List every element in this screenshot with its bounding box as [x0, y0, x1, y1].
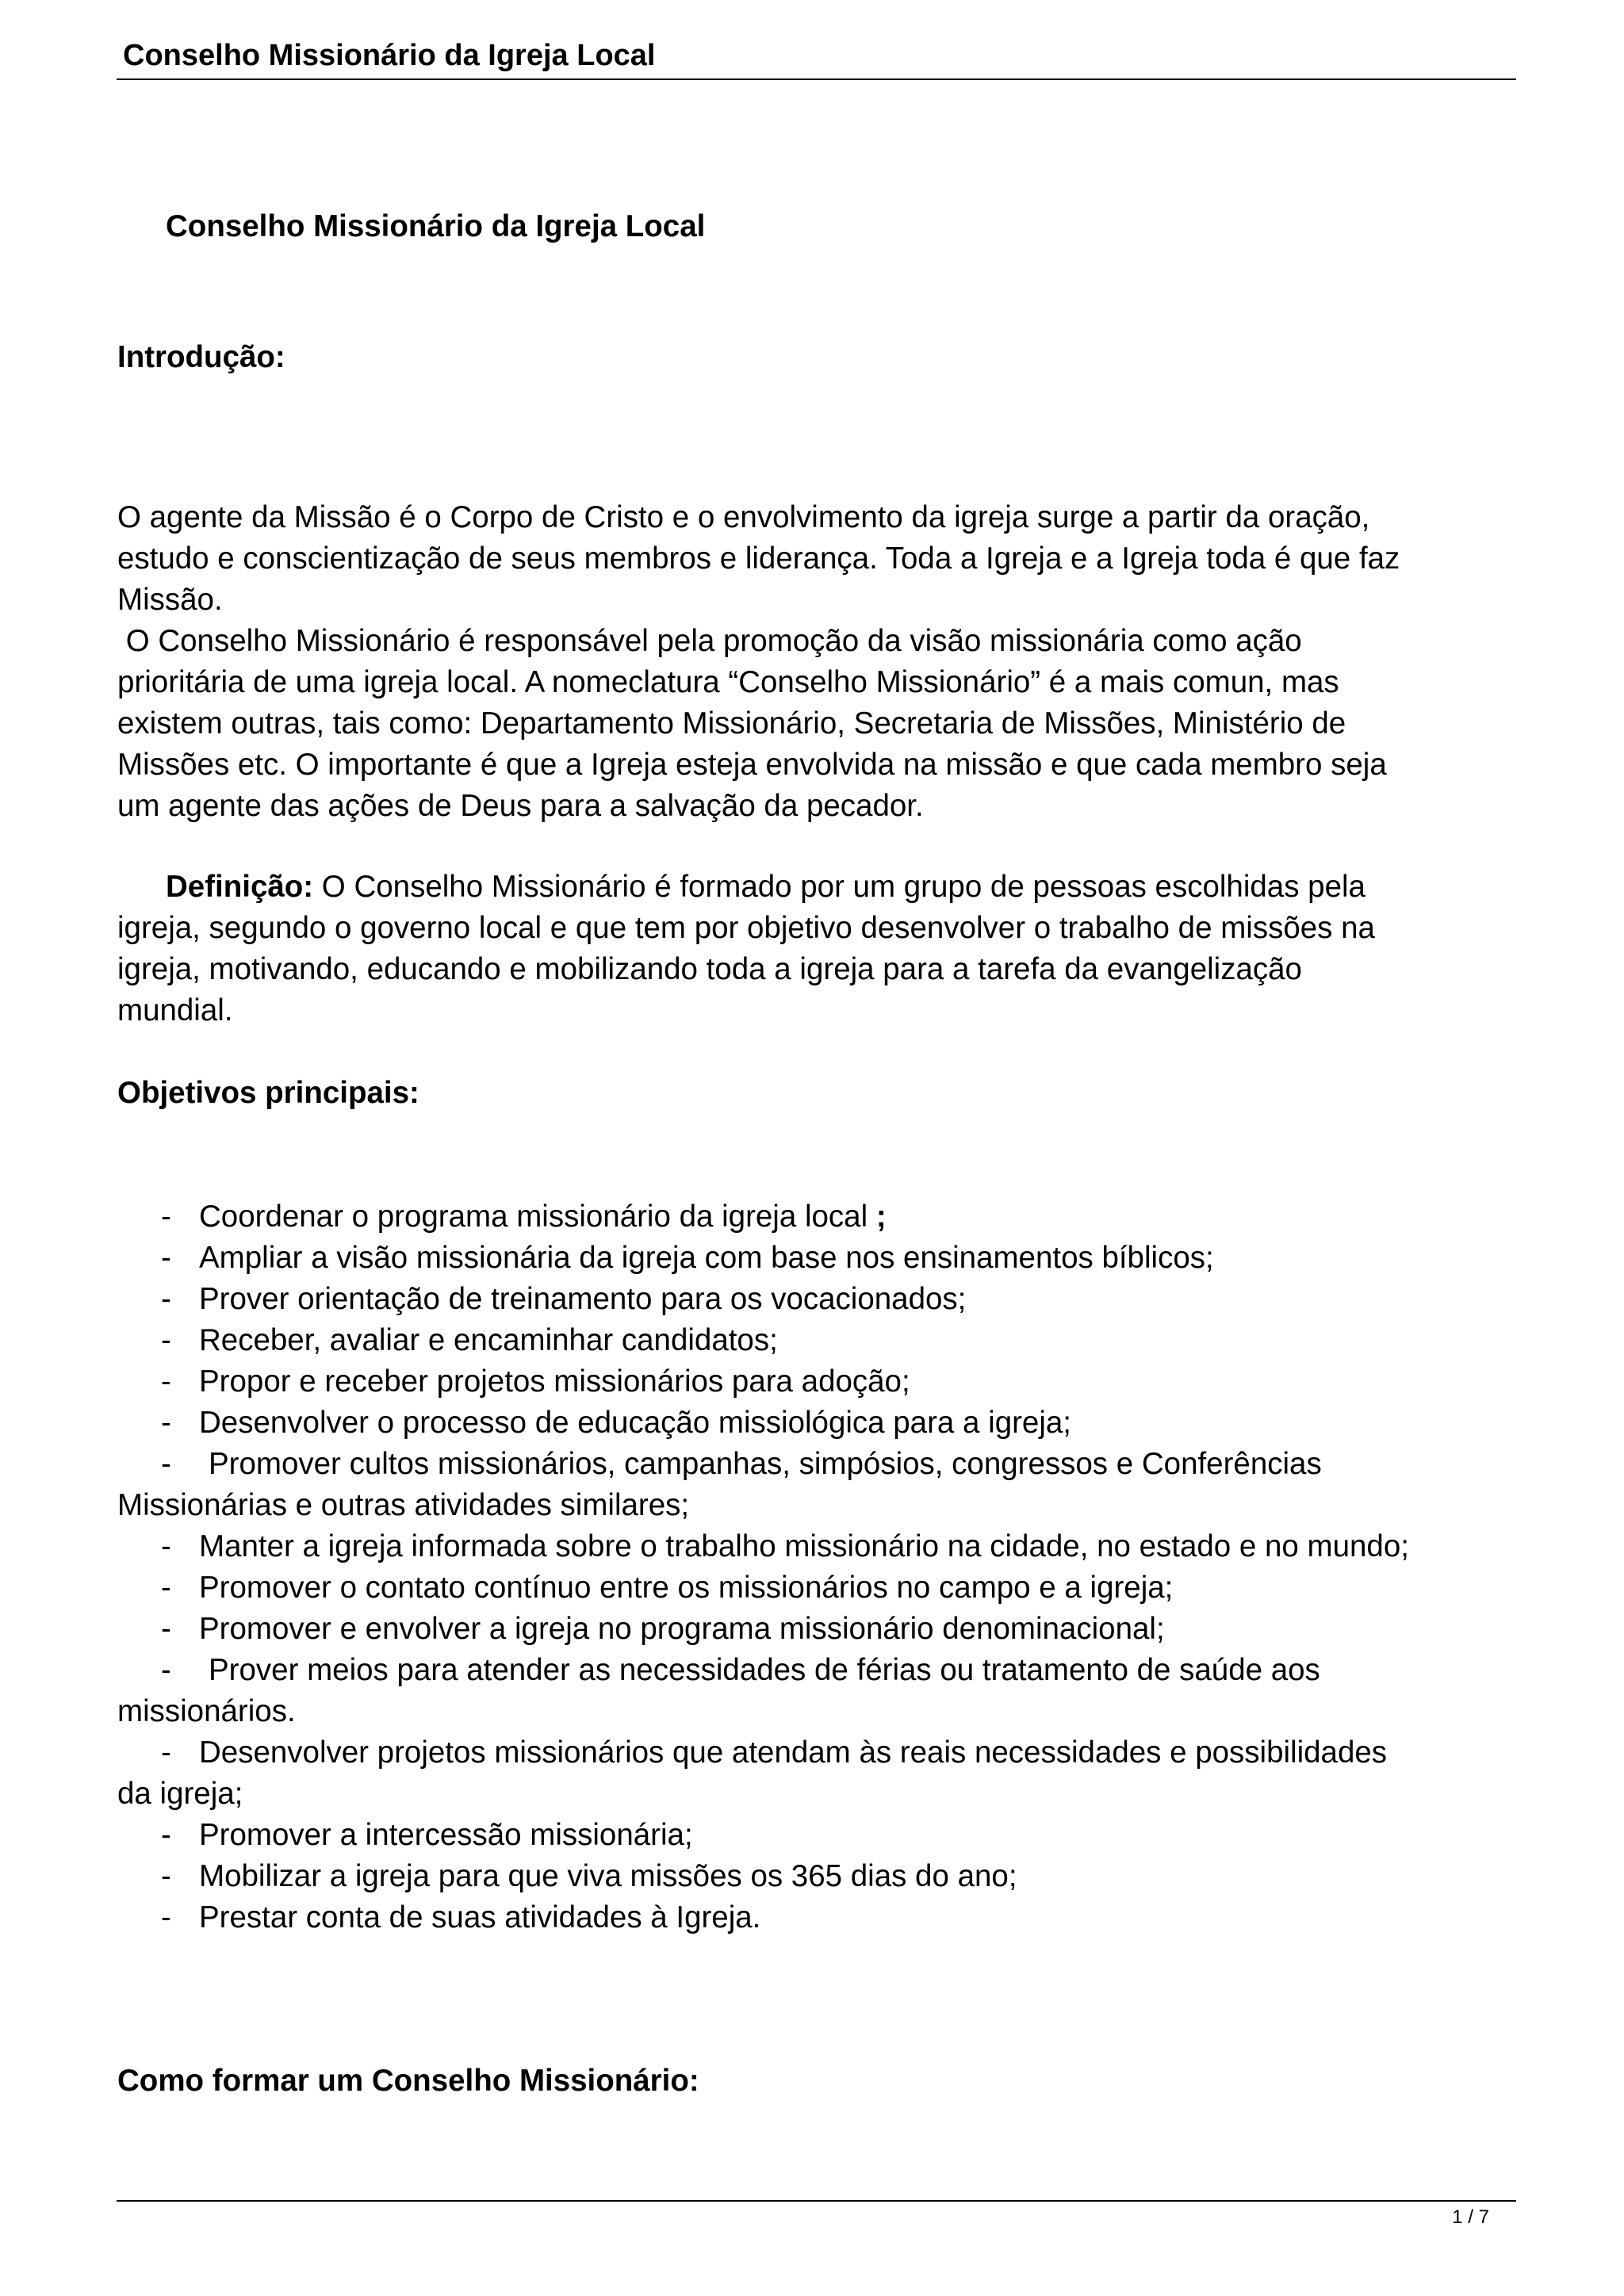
list-item-continuation: da igreja;: [117, 1777, 243, 1811]
list-item: - Coordenar o programa missionário da igreja local ;: [161, 1200, 887, 1234]
definition-line: O Conselho Missionário é formado por um grupo de pessoas escolhidas pela: [313, 870, 1365, 904]
definition-line: mundial.: [117, 993, 233, 1027]
intro-paragraph: [117, 497, 1521, 827]
intro-line: Missão.: [117, 583, 223, 617]
intro-line: Missões etc. O importante é que a Igreja esteja envolvida na missão e que cada membro seja: [117, 748, 1387, 782]
list-item: - Propor e receber projetos missionários para adoção;: [161, 1364, 910, 1399]
intro-line: prioritária de uma igreja local. A nomeclatura “Conselho Missionário” é a mais comun, mas: [117, 665, 1339, 699]
header-rule: [117, 78, 1516, 80]
intro-line: estudo e conscientização de seus membros e liderança. Toda a Igreja e a Igreja toda é que faz: [117, 541, 1400, 576]
list-item: - Prover meios para atender as necessidades de férias ou tratamento de saúde aos: [161, 1653, 1320, 1687]
definition-paragraph: [117, 867, 1521, 1031]
list-item: - Prestar conta de suas atividades à Igreja.: [161, 1900, 761, 1934]
list-item-continuation: missionários.: [117, 1694, 296, 1728]
list-item: - Promover e envolver a igreja no programa missionário denominacional;: [161, 1612, 1165, 1646]
list-item: - Ampliar a visão missionária da igreja com base nos ensinamentos bíblicos;: [161, 1241, 1214, 1275]
list-item: - Desenvolver o processo de educação missiológica para a igreja;: [161, 1406, 1071, 1440]
list-item: - Desenvolver projetos missionários que atendam às reais necessidades e possibilidades: [161, 1735, 1388, 1770]
list-item-continuation: Missionárias e outras atividades similares;: [117, 1488, 690, 1522]
intro-line: existem outras, tais como: Departamento Missionário, Secretaria de Missões, Ministério de: [117, 706, 1346, 740]
running-header: Conselho Missionário da Igreja Local: [123, 39, 656, 72]
intro-line: O Conselho Missionário é responsável pela promoção da visão missionária como ação: [117, 624, 1302, 658]
footer-rule: [117, 2200, 1516, 2202]
page-number: 1 / 7: [1452, 2206, 1489, 2228]
definition-line: igreja, motivando, educando e mobilizando toda a igreja para a tarefa da evangelização: [117, 952, 1302, 986]
intro-heading: Introdução:: [117, 340, 285, 374]
intro-line: O agente da Missão é o Corpo de Cristo e o envolvimento da igreja surge a partir da oração,: [117, 500, 1370, 534]
list-item: - Receber, avaliar e encaminhar candidatos;: [161, 1323, 778, 1357]
list-item: - Manter a igreja informada sobre o trabalho missionário na cidade, no estado e no mundo;: [161, 1529, 1409, 1563]
formation-heading: Como formar um Conselho Missionário:: [117, 2064, 699, 2098]
list-item: - Prover orientação de treinamento para os vocacionados;: [161, 1282, 967, 1316]
list-item: - Promover o contato contínuo entre os missionários no campo e a igreja;: [161, 1571, 1174, 1605]
intro-line: um agente das ações de Deus para a salvação da pecador.: [117, 789, 924, 823]
document-title: Conselho Missionário da Igreja Local: [166, 209, 706, 243]
definition-label: Definição:: [166, 870, 314, 904]
list-item: - Promover a intercessão missionária;: [161, 1818, 693, 1852]
list-item: - Promover cultos missionários, campanhas, simpósios, congressos e Conferências: [161, 1447, 1322, 1481]
definition-line: igreja, segundo o governo local e que tem por objetivo desenvolver o trabalho de missões na: [117, 911, 1375, 945]
objectives-heading: Objetivos principais:: [117, 1076, 419, 1110]
list-item: - Mobilizar a igreja para que viva missões os 365 dias do ano;: [161, 1859, 1017, 1893]
